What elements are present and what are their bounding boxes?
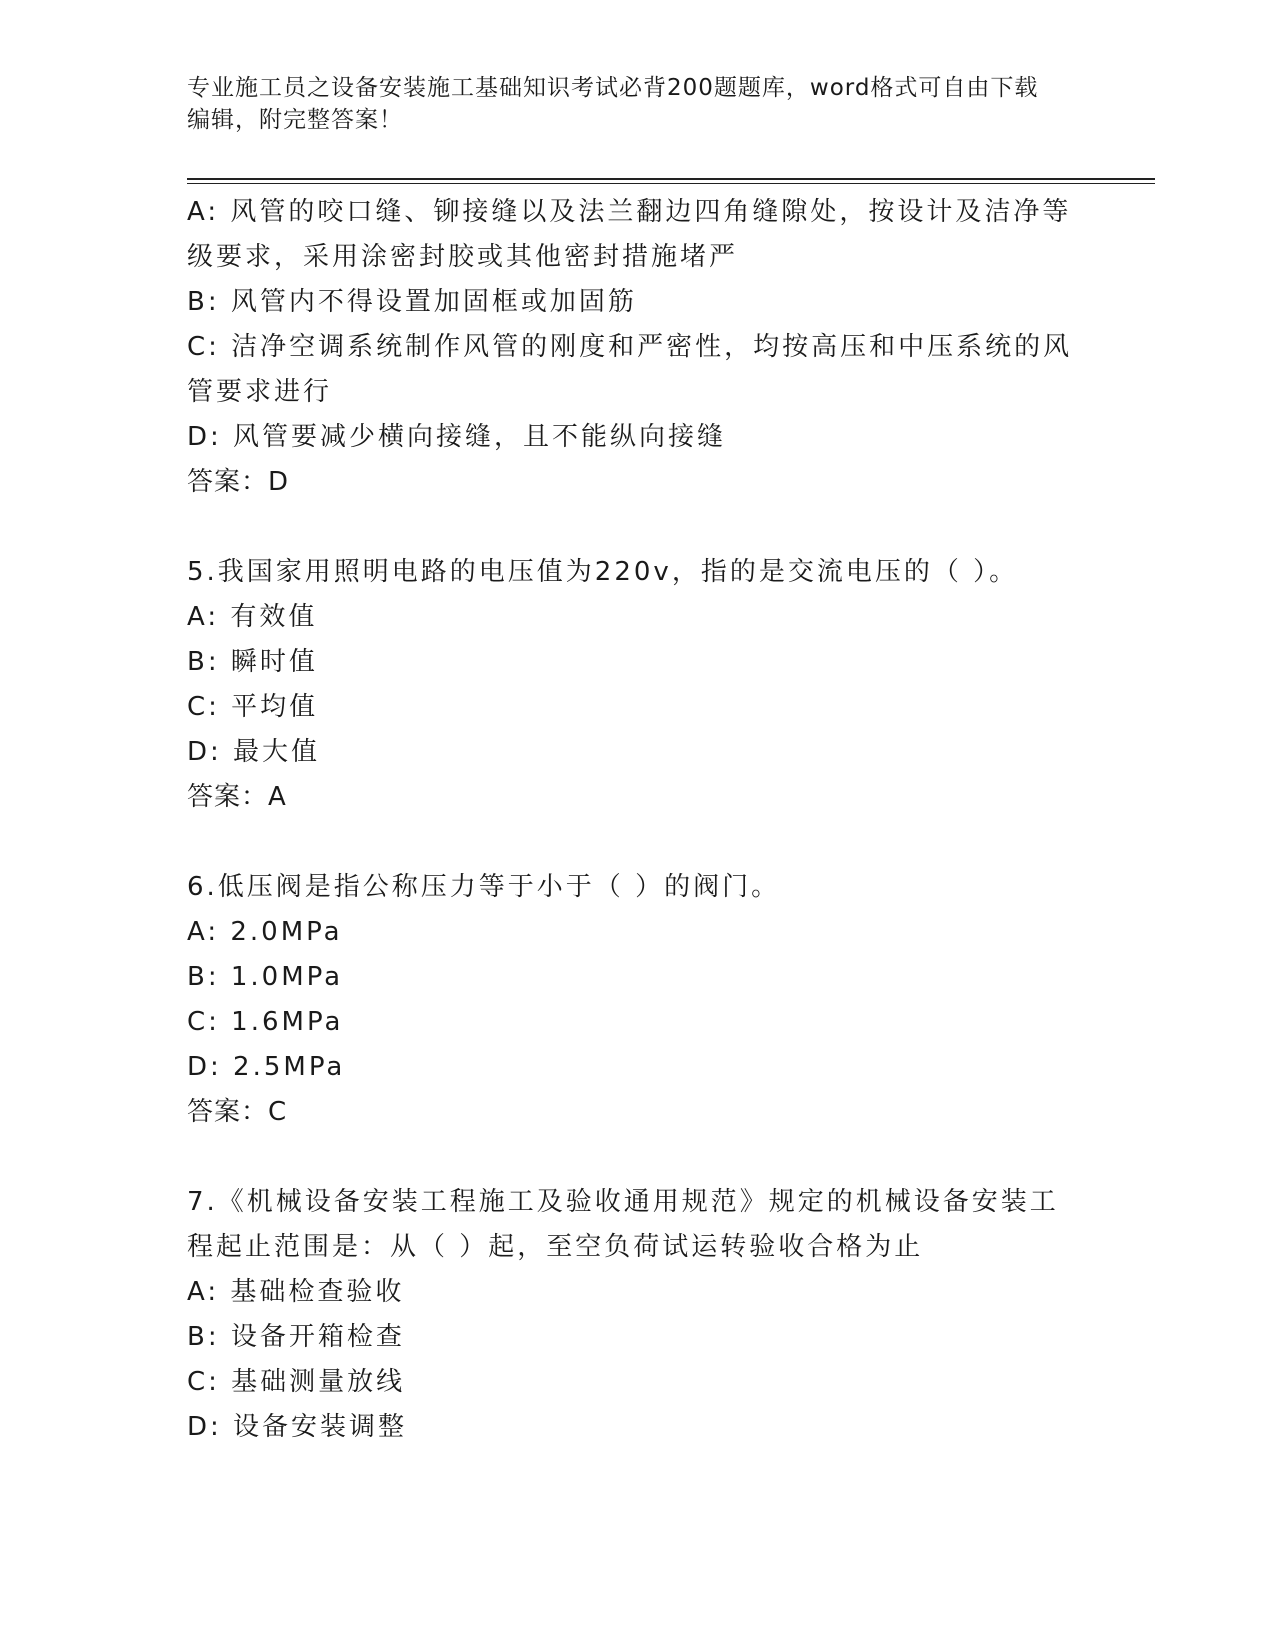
option-d: D: 风管要减少横向接缝，且不能纵向接缝	[187, 422, 727, 452]
question-6	[187, 865, 1087, 1135]
option-a: A: 2.0MPa	[187, 917, 343, 947]
option-c-line-1: C: 洁净空调系统制作风管的刚度和严密性，均按高压和中压系统的风	[187, 332, 1073, 362]
header-title-line-2: 编辑，附完整答案！	[187, 107, 403, 133]
header-rule-thick	[187, 178, 1155, 180]
option-d: D: 2.5MPa	[187, 1052, 346, 1082]
document-header	[187, 72, 1087, 136]
question-7	[187, 1180, 1087, 1450]
option-c: C: 平均值	[187, 692, 319, 722]
option-c: C: 1.6MPa	[187, 1007, 344, 1037]
question-stem: 6.低压阀是指公称压力等于小于（ ）的阀门。	[187, 872, 781, 902]
answer: 答案：A	[187, 782, 287, 812]
option-b: B: 1.0MPa	[187, 962, 344, 992]
question-4-continued	[187, 190, 1087, 505]
option-c-line-2: 管要求进行	[187, 377, 333, 407]
option-a-line-1: A: 风管的咬口缝、铆接缝以及法兰翻边四角缝隙处，按设计及洁净等	[187, 197, 1072, 227]
option-a: A: 有效值	[187, 602, 318, 632]
option-c: C: 基础测量放线	[187, 1367, 406, 1397]
option-d: D: 最大值	[187, 737, 321, 767]
answer: 答案：C	[187, 1097, 288, 1127]
option-a-line-2: 级要求，采用涂密封胶或其他密封措施堵严	[187, 242, 739, 272]
header-title-line-1: 专业施工员之设备安装施工基础知识考试必背200题题库，word格式可自由下载	[187, 75, 1039, 101]
question-list	[187, 190, 1087, 1450]
option-b: B: 瞬时值	[187, 647, 318, 677]
option-b: B: 风管内不得设置加固框或加固筋	[187, 287, 637, 317]
option-a: A: 基础检查验收	[187, 1277, 405, 1307]
answer: 答案：D	[187, 467, 290, 497]
question-stem-line-1: 7.《机械设备安装工程施工及验收通用规范》规定的机械设备安装工	[187, 1187, 1059, 1217]
option-d: D: 设备安装调整	[187, 1412, 408, 1442]
option-b: B: 设备开箱检查	[187, 1322, 405, 1352]
header-rule-thin	[187, 183, 1155, 184]
question-5	[187, 550, 1087, 820]
question-stem: 5.我国家用照明电路的电压值为220v，指的是交流电压的（ ）。	[187, 557, 1019, 587]
question-stem-line-2: 程起止范围是：从（ ）起，至空负荷试运转验收合格为止	[187, 1232, 924, 1262]
